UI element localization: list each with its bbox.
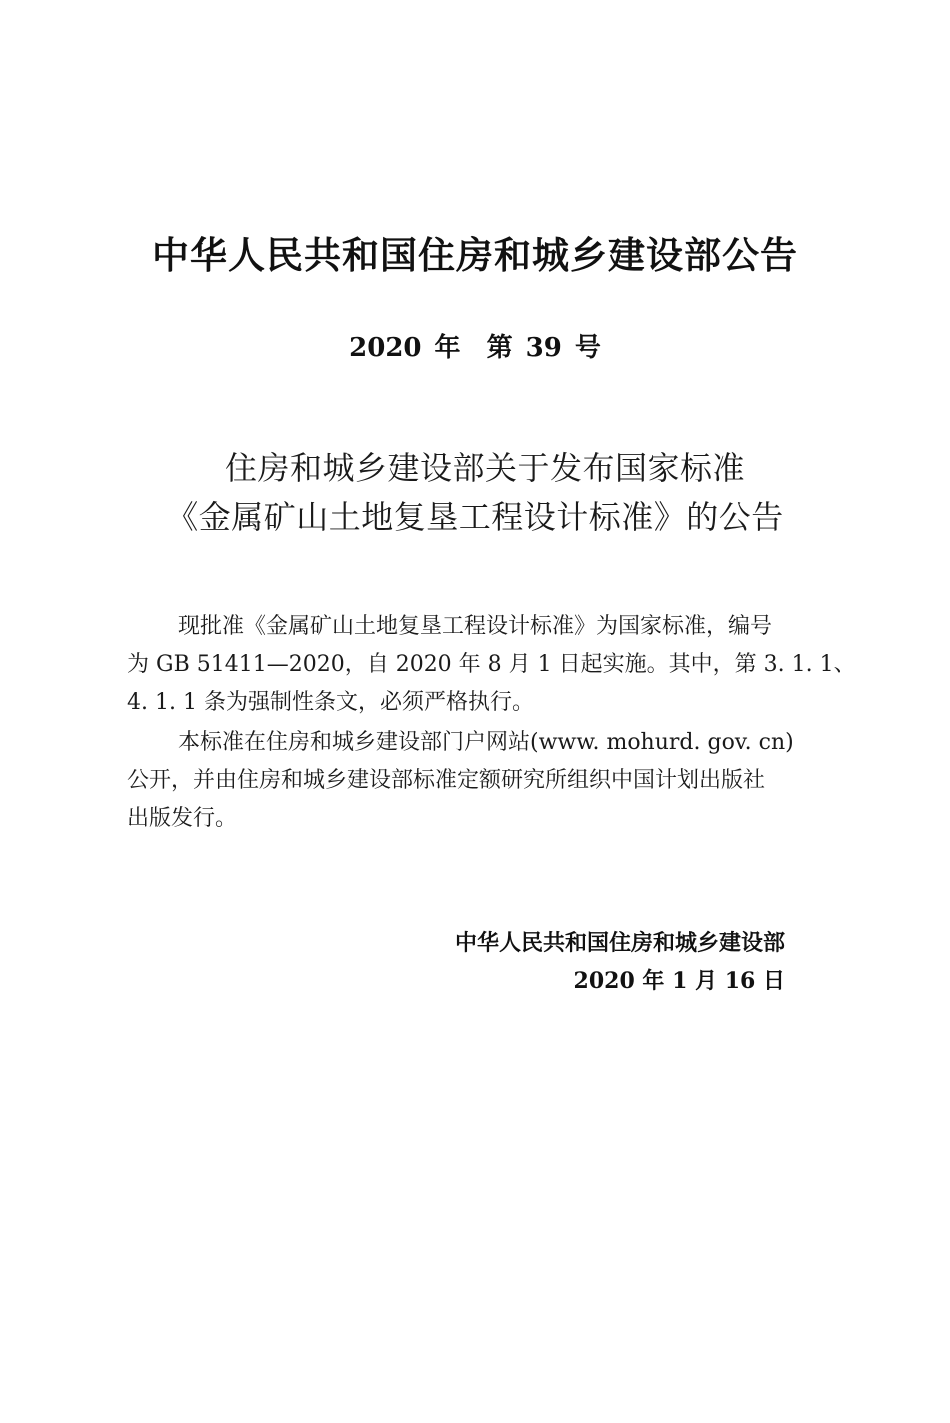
issuing-organization: 中华人民共和国住房和城乡建设部 [454, 931, 785, 956]
announcement-issue-number: 第 39 号 [486, 333, 601, 363]
body-paragraph-1-line-1: 现批准《金属矿山土地复垦工程设计标准》为国家标准，编号 [178, 614, 773, 639]
announcement-title: 中华人民共和国住房和城乡建设部公告 [152, 234, 798, 277]
body-paragraph-1-line-3: 4. 1. 1 条为强制性条文，必须严格执行。 [127, 690, 534, 715]
issue-date: 2020 年 1 月 16 日 [573, 968, 785, 994]
subtitle-line-2: 《金属矿山土地复垦工程设计标准》的公告 [166, 498, 784, 536]
body-paragraph-2-line-1: 本标准在住房和城乡建设部门户网站(www. mohurd. gov. cn) [178, 730, 794, 755]
announcement-year: 2020 年 [349, 333, 461, 363]
body-paragraph-1-line-2: 为 GB 51411—2020，自 2020 年 8 月 1 日起实施。其中，第 3. 1. 1、 [127, 652, 856, 677]
body-paragraph-2-line-2: 公开，并由住房和城乡建设部标准定额研究所组织中国计划出版社 [127, 768, 766, 793]
body-paragraph-2-line-3: 出版发行。 [127, 806, 238, 831]
subtitle-line-1: 住房和城乡建设部关于发布国家标准 [224, 449, 745, 487]
announcement-number [0, 327, 950, 364]
